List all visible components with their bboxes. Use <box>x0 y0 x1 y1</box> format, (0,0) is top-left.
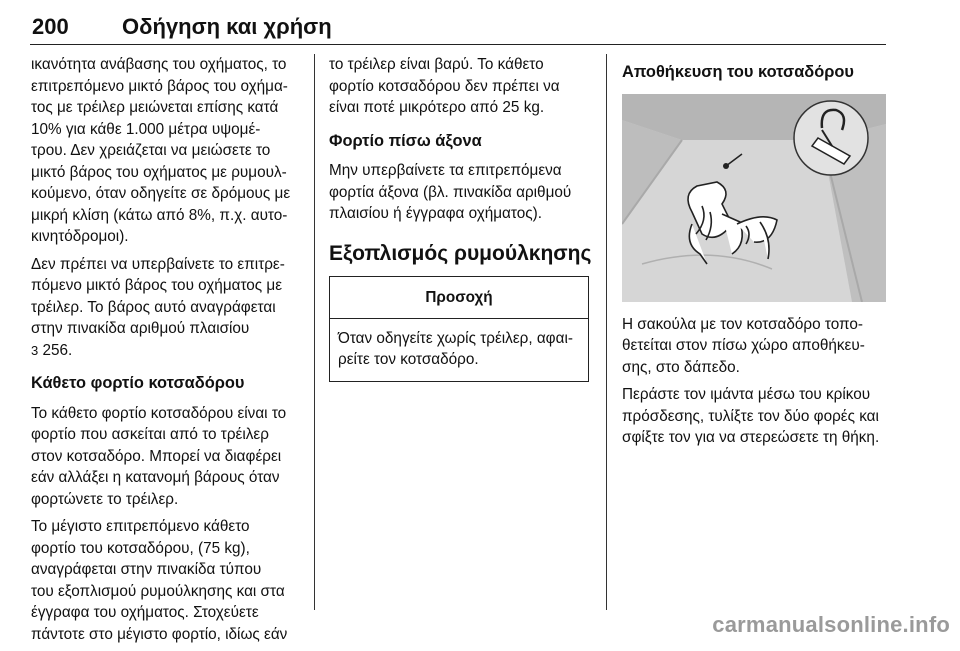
column-2 <box>329 54 591 382</box>
paragraph: Το μέγιστο επιτρεπόμενο κάθετο φορτίο του κοτσαδόρου, (75 kg), αναγράφεται στην πινακίδα τύπου του εξοπλισμού ρυμούλκησης και στα έγγραφα του οχήματος. Στοχεύετε πάντοτε στο μέγιστο φορτίο, ιδίως εάν <box>31 518 288 643</box>
page-header <box>30 8 890 46</box>
paragraph: Δεν πρέπει να υπερβαίνετε το επιτρε- πόμενο μικτό βάρος του οχήματος με τρέιλερ. Το βάρος αυτό αναγράφεται στην πινακίδα αριθμού πλαισίου 3 256. <box>31 255 285 359</box>
paragraph: Μην υπερβαίνετε τα επιτρεπόμενα φορτία άξονα (βλ. πινακίδα αριθμού πλαισίου ή έγγραφα οχήματος). <box>329 162 572 222</box>
section-heading: Κάθετο φορτίο κοτσαδόρου <box>31 374 245 392</box>
watermark: carmanualsonline.info <box>712 612 950 637</box>
reference-arrow-icon: 3 <box>31 342 39 358</box>
paragraph: Η σακούλα με τον κοτσαδόρο τοπο- θετείται στον πίσω χώρο αποθήκευ- σης, στο δάπεδο. <box>622 315 865 376</box>
caution-title: Προσοχή <box>330 277 588 319</box>
caution-text: Όταν οδηγείτε χωρίς τρέιλερ, αφαι- ρείτε τον κοτσαδόρο. <box>338 329 573 368</box>
page-title: Οδήγηση και χρήση <box>122 14 332 39</box>
page-number: 200 <box>32 14 69 39</box>
chapter-heading: Εξοπλισμός ρυμούλκησης <box>329 241 592 265</box>
paragraph: Περάστε τον ιμάντα μέσω του κρίκου πρόσδεσης, τυλίξτε τον δύο φορές και σφίξτε τον για να στερεώσετε τη θήκη. <box>622 386 880 446</box>
paragraph: Το κάθετο φορτίο κοτσαδόρου είναι το φορτίο που ασκείται από το τρέιλερ στον κοτσαδόρο. Μπορεί να διαφέρει εάν αλλάξει η κατανομή βάρους όταν φορτώνετε το τρέιλερ. <box>31 404 287 508</box>
page-reference-link[interactable]: 3 256. <box>31 341 73 359</box>
towbar-storage-illustration <box>622 94 886 302</box>
caution-box <box>329 276 589 382</box>
header-divider <box>30 44 886 45</box>
paragraph: ικανότητα ανάβασης του οχήματος, το επιτρεπόμενο μικτό βάρος του οχήμα- τος με τρέιλερ μειώνεται επίσης κατά 10% για κάθε 1.000 μέτρα υψομέ- τρου. Δεν χρειάζεται να μειώσετε το μικτό βάρος του οχήματος με ρυμουλ- κούμενο, όταν οδηγείτε σε δρόμους με μικρή κλίση (κάτω από 8%, π.χ. αυτο- κινητόδρομοι). <box>31 56 291 245</box>
column-divider <box>606 54 607 610</box>
towbar-bag-in-trunk-icon <box>622 94 886 302</box>
column-1 <box>31 54 303 651</box>
column-3 <box>622 54 890 455</box>
section-heading: Φορτίο πίσω άξονα <box>329 131 482 150</box>
section-heading: Αποθήκευση του κοτσαδόρου <box>622 63 854 81</box>
column-divider <box>314 54 315 610</box>
paragraph: το τρέιλερ είναι βαρύ. Το κάθετο φορτίο κοτσαδόρου δεν πρέπει να είναι ποτέ μικρότερο από 25 kg. <box>329 56 560 116</box>
